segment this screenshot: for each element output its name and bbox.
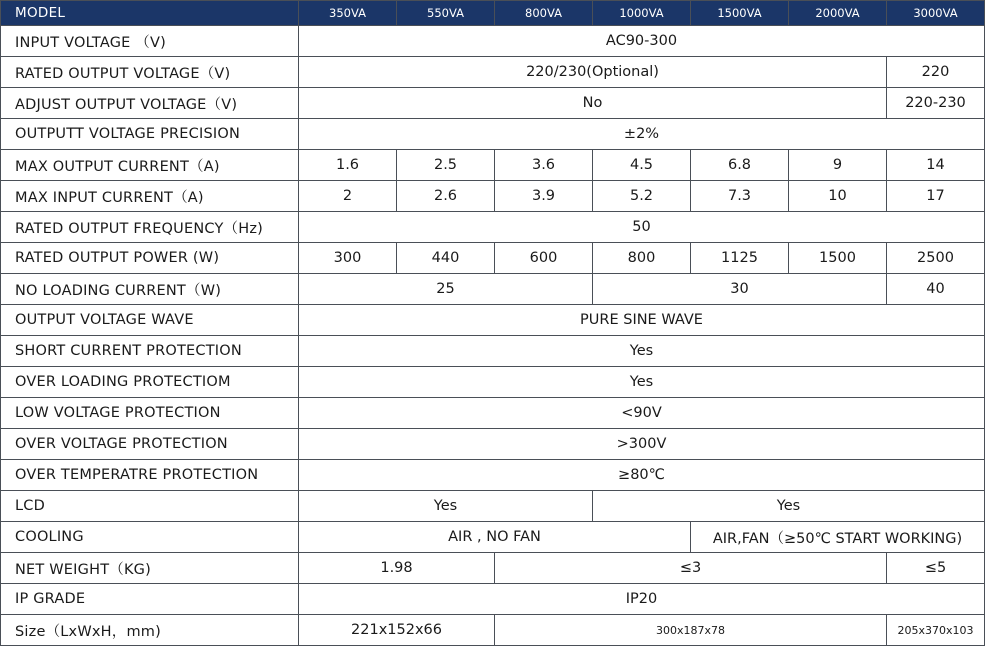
spec-value: 40 bbox=[887, 274, 985, 305]
spec-value: 800 bbox=[593, 243, 691, 274]
spec-label: MAX INPUT CURRENT（A) bbox=[1, 181, 299, 212]
table-row bbox=[1, 305, 985, 336]
spec-label: Size（LxWxH，mm) bbox=[1, 615, 299, 646]
spec-value: No bbox=[299, 88, 887, 119]
spec-label: ADJUST OUTPUT VOLTAGE（V) bbox=[1, 88, 299, 119]
spec-value: 7.3 bbox=[691, 181, 789, 212]
spec-value: 4.5 bbox=[593, 150, 691, 181]
spec-label: RATED OUTPUT VOLTAGE（V) bbox=[1, 57, 299, 88]
spec-label: LCD bbox=[1, 491, 299, 522]
spec-value: AC90-300 bbox=[299, 26, 985, 57]
spec-value: PURE SINE WAVE bbox=[299, 305, 985, 336]
spec-value: 300 bbox=[299, 243, 397, 274]
table-row bbox=[1, 243, 985, 274]
spec-label: OUTPUT VOLTAGE WAVE bbox=[1, 305, 299, 336]
table-body bbox=[1, 26, 985, 646]
model-header: MODEL bbox=[1, 1, 299, 26]
spec-value: 300x187x78 bbox=[495, 615, 887, 646]
table-row bbox=[1, 429, 985, 460]
spec-value: 14 bbox=[887, 150, 985, 181]
spec-value: 9 bbox=[789, 150, 887, 181]
model-column-header: 550VA bbox=[397, 1, 495, 26]
spec-value: 2500 bbox=[887, 243, 985, 274]
table-row bbox=[1, 553, 985, 584]
table-row bbox=[1, 88, 985, 119]
model-column-header: 2000VA bbox=[789, 1, 887, 26]
table-row bbox=[1, 460, 985, 491]
spec-value: 1500 bbox=[789, 243, 887, 274]
spec-value: 50 bbox=[299, 212, 985, 243]
spec-label: OVER LOADING PROTECTIOM bbox=[1, 367, 299, 398]
table-row bbox=[1, 212, 985, 243]
spec-value: 600 bbox=[495, 243, 593, 274]
model-column-header: 3000VA bbox=[887, 1, 985, 26]
table-row bbox=[1, 491, 985, 522]
spec-value: 220-230 bbox=[887, 88, 985, 119]
spec-label: MAX OUTPUT CURRENT（A) bbox=[1, 150, 299, 181]
spec-value: 6.8 bbox=[691, 150, 789, 181]
spec-value: Yes bbox=[299, 367, 985, 398]
spec-value: Yes bbox=[299, 336, 985, 367]
spec-value: 5.2 bbox=[593, 181, 691, 212]
spec-value: IP20 bbox=[299, 584, 985, 615]
spec-value: 25 bbox=[299, 274, 593, 305]
spec-value: ≤3 bbox=[495, 553, 887, 584]
spec-value: 10 bbox=[789, 181, 887, 212]
spec-value: ≤5 bbox=[887, 553, 985, 584]
table-row bbox=[1, 57, 985, 88]
model-column-header: 800VA bbox=[495, 1, 593, 26]
table-row bbox=[1, 615, 985, 646]
spec-label: COOLING bbox=[1, 522, 299, 553]
spec-value: 17 bbox=[887, 181, 985, 212]
spec-value: 3.9 bbox=[495, 181, 593, 212]
spec-value: 205x370x103 bbox=[887, 615, 985, 646]
header-row bbox=[1, 1, 985, 26]
spec-label: INPUT VOLTAGE （V) bbox=[1, 26, 299, 57]
spec-value: ≥80℃ bbox=[299, 460, 985, 491]
table-row bbox=[1, 584, 985, 615]
spec-label: NO LOADING CURRENT（W) bbox=[1, 274, 299, 305]
table-row bbox=[1, 367, 985, 398]
model-column-header: 350VA bbox=[299, 1, 397, 26]
spec-label: IP GRADE bbox=[1, 584, 299, 615]
spec-label: OVER VOLTAGE PROTECTION bbox=[1, 429, 299, 460]
spec-value: 221x152x66 bbox=[299, 615, 495, 646]
spec-value: >300V bbox=[299, 429, 985, 460]
spec-value: 3.6 bbox=[495, 150, 593, 181]
table-row bbox=[1, 119, 985, 150]
spec-value: 1.6 bbox=[299, 150, 397, 181]
spec-label: SHORT CURRENT PROTECTION bbox=[1, 336, 299, 367]
spec-value: 30 bbox=[593, 274, 887, 305]
table-row bbox=[1, 181, 985, 212]
spec-value: Yes bbox=[593, 491, 985, 522]
spec-label: OUTPUTT VOLTAGE PRECISION bbox=[1, 119, 299, 150]
table-row bbox=[1, 150, 985, 181]
table-row bbox=[1, 522, 985, 553]
spec-value: AIR , NO FAN bbox=[299, 522, 691, 553]
table-row bbox=[1, 274, 985, 305]
spec-label: NET WEIGHT（KG) bbox=[1, 553, 299, 584]
table-header bbox=[1, 1, 985, 26]
spec-value: 1.98 bbox=[299, 553, 495, 584]
spec-label: RATED OUTPUT POWER (W) bbox=[1, 243, 299, 274]
spec-value: 220/230(Optional) bbox=[299, 57, 887, 88]
spec-value: 440 bbox=[397, 243, 495, 274]
table-row bbox=[1, 26, 985, 57]
spec-value: AIR,FAN（≥50℃ START WORKING) bbox=[691, 522, 985, 553]
table-row bbox=[1, 336, 985, 367]
model-column-header: 1000VA bbox=[593, 1, 691, 26]
spec-value: 2 bbox=[299, 181, 397, 212]
table-row bbox=[1, 398, 985, 429]
spec-value: Yes bbox=[299, 491, 593, 522]
spec-value: <90V bbox=[299, 398, 985, 429]
model-column-header: 1500VA bbox=[691, 1, 789, 26]
spec-value: 2.5 bbox=[397, 150, 495, 181]
spec-value: ±2% bbox=[299, 119, 985, 150]
spec-label: LOW VOLTAGE PROTECTION bbox=[1, 398, 299, 429]
spec-label: RATED OUTPUT FREQUENCY（Hz) bbox=[1, 212, 299, 243]
spec-value: 220 bbox=[887, 57, 985, 88]
spec-value: 2.6 bbox=[397, 181, 495, 212]
spec-value: 1125 bbox=[691, 243, 789, 274]
spec-label: OVER TEMPERATRE PROTECTION bbox=[1, 460, 299, 491]
